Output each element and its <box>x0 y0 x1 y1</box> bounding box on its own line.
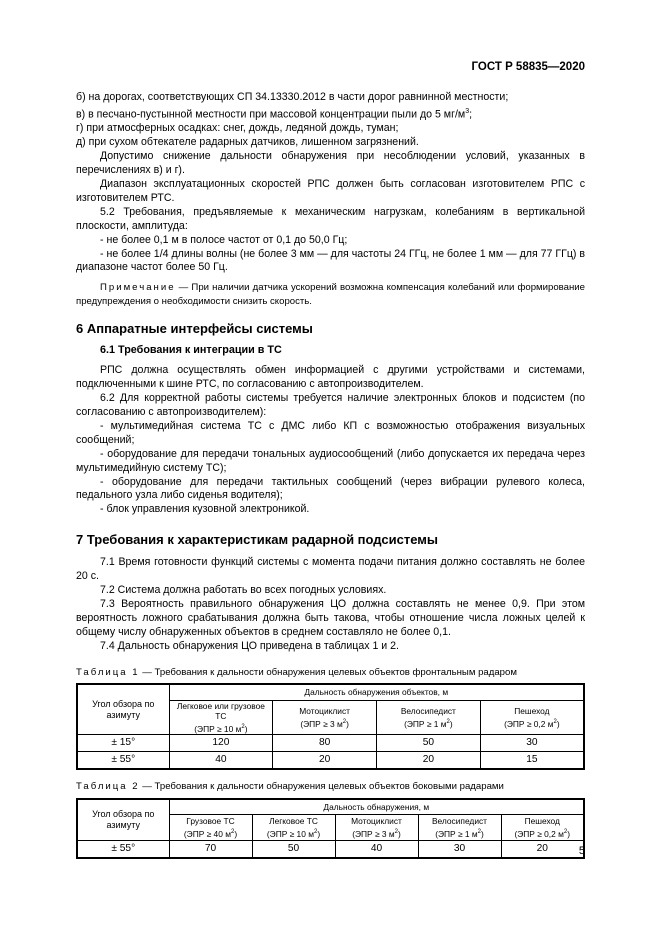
table2-col-header <box>169 815 252 841</box>
column-epr: (ЭПР ≥ 3 м <box>352 828 395 839</box>
paragraph-7-4: 7.4 Дальность обнаружения ЦО приведена в таблицах 1 и 2. <box>100 639 399 652</box>
note <box>76 281 585 308</box>
paragraph-speeds: Диапазон эксплуатационных скоростей РПС должен быть согласован изготовителем РПС с изготовителем РТС. <box>76 177 585 204</box>
column-epr-sup: 2 <box>230 828 235 835</box>
page-number: 5 <box>578 845 585 857</box>
paragraph-5-2: 5.2 Требования, предъявляемые к механическим нагрузкам, колебаниям в вертикальной плоскости, амплитуда: <box>76 205 585 232</box>
item-b: б) на дорогах, соответствующих СП 34.13330.2012 в части дорог равнинной местности; <box>76 91 509 103</box>
table1-col-header <box>377 700 481 734</box>
table-cell: 70 <box>169 841 252 858</box>
list-item: - оборудование для передачи тактильных сообщений (через вибрации рулевого колеса, педального узла либо сиденья водителя); <box>76 475 585 502</box>
column-name: Пешеход <box>514 706 550 717</box>
list-item: - не более 0,1 м в полосе частот от 0,1 до 50,0 Гц; <box>100 233 348 246</box>
column-epr-sup: 2 <box>446 718 450 725</box>
table1-col-header <box>480 700 584 734</box>
table-row <box>77 735 584 752</box>
section-6-title: 6 Аппаратные интерфейсы системы <box>76 320 313 336</box>
table-cell: 20 <box>377 752 481 769</box>
table-cell: 30 <box>480 735 584 752</box>
paragraph-allowed: Допустимо снижение дальности обнаружения при несоблюдении условий, указанных в перечислениях в) и г). <box>76 150 585 177</box>
table2 <box>76 798 585 859</box>
table-cell-angle: ± 15° <box>77 735 169 752</box>
table-cell: 20 <box>273 752 377 769</box>
paragraph-6-1: РПС должна осуществлять обмен информацией с другими устройствами и системами, подключенными к шине РТС, по согласованию с автопроизводителем. <box>76 364 585 391</box>
table2-col-header <box>335 815 418 841</box>
column-epr-close: ) <box>244 723 248 734</box>
table2-caption: Таблица 2 — Требования к дальности обнаружения целевых объектов боковыми радарами <box>76 780 504 792</box>
column-epr-close: ) <box>234 828 238 839</box>
section-7-title: 7 Требования к характеристикам радарной подсистемы <box>76 532 438 548</box>
list-item: - оборудование для передачи тональных аудиосообщений (либо допускается их передача через мультимедийную систему ТС); <box>76 447 585 474</box>
table-cell: 50 <box>252 841 335 858</box>
column-epr-close: ) <box>556 718 560 729</box>
table-row <box>77 752 584 769</box>
list-item: - не более 1/4 длины волны (не более 3 мм — для частоты 24 ГГц, не более 1 мм — для 77 ГГц) в диапазоне частот более 50 Гц. <box>76 247 585 274</box>
table-cell: 40 <box>335 841 418 858</box>
column-epr-close: ) <box>480 828 484 839</box>
column-epr: (ЭПР ≥ 10 м <box>194 723 242 734</box>
note-label: Примечание <box>100 282 176 294</box>
note-text: — При наличии датчика ускорений возможна компенсация колебаний или формирование предупреждения о необходимости снизить скорость. <box>76 282 585 307</box>
table-cell: 40 <box>169 752 273 769</box>
table1-col-header <box>169 700 273 734</box>
item-d: д) при сухом обтекателе радарных датчиков, лишенном загрязнений. <box>76 136 419 149</box>
paragraph-6-2: 6.2 Для корректной работы системы требуется наличие электронных блоков и подсистем (по согласованию с автопроизводителем): <box>76 392 585 419</box>
column-epr-sup: 2 <box>394 828 398 835</box>
list-item: - мультимедийная система ТС с ДМС либо КП с возможностью отображения визуальных сообщений; <box>76 419 585 446</box>
column-name: Мотоциклист <box>351 816 402 827</box>
table1-corner-header: Угол обзора по азимуту <box>77 684 169 734</box>
paragraph-7-1: 7.1 Время готовности функций системы с момента подачи питания должно составлять не более 20 с. <box>76 556 585 583</box>
table2-col-header <box>501 815 584 841</box>
column-epr: (ЭПР ≥ 10 м <box>266 828 314 839</box>
table-cell: 30 <box>418 841 501 858</box>
column-epr: (ЭПР ≥ 40 м <box>183 828 231 839</box>
table-cell-angle: ± 55° <box>77 752 169 769</box>
table1-group-header: Дальность обнаружения объектов, м <box>169 684 584 700</box>
table1 <box>76 683 585 769</box>
table-cell: 20 <box>501 841 584 858</box>
item-g: г) при атмосферных осадках: снег, дождь, ледяной дождь, туман; <box>76 122 399 135</box>
paragraph-7-3: 7.3 Вероятность правильного обнаружения ЦО должна составлять не менее 0,9. При этом вероятность ложного срабатывания должна быть такова, чтобы отношение числа ложных целей к общему числу обнаруженных объектов в среднем составляло не более 0,1. <box>76 597 585 638</box>
table2-col-header <box>418 815 501 841</box>
column-epr-sup: 2 <box>241 723 245 730</box>
column-epr-close: ) <box>449 718 453 729</box>
column-epr-close: ) <box>567 828 571 839</box>
table-cell: 120 <box>169 735 273 752</box>
table2-corner-header: Угол обзора по азимуту <box>77 799 169 841</box>
paragraph-7-2: 7.2 Система должна работать во всех погодных условиях. <box>100 584 387 596</box>
table2-group-header: Дальность обнаружения, м <box>169 799 584 815</box>
column-epr: (ЭПР ≥ 1 м <box>404 718 447 729</box>
column-epr-close: ) <box>397 828 401 839</box>
table-cell: 15 <box>480 752 584 769</box>
column-epr-sup: 2 <box>553 718 557 725</box>
column-name: Велосипедист <box>400 706 456 717</box>
column-epr-sup: 2 <box>313 828 318 835</box>
column-epr: (ЭПР ≥ 0,2 м <box>504 718 554 729</box>
table-cell: 80 <box>273 735 377 752</box>
column-name: Легковое ТС <box>269 816 318 827</box>
column-name: Легковое или грузовое ТС <box>176 700 265 722</box>
subsection-6-1-title: 6.1 Требования к интеграции в ТС <box>100 344 282 357</box>
item-v: в) в песчано-пустынной местности при массовой концентрации пыли до 5 $мг/м^3$; <box>76 107 473 121</box>
list-item: - блок управления кузовной электроникой. <box>100 503 310 516</box>
column-name: Велосипедист <box>431 816 488 827</box>
document-body <box>76 91 585 859</box>
column-name: Грузовое ТС <box>186 816 235 827</box>
column-epr-close: ) <box>346 718 349 729</box>
table-cell-angle: ± 55° <box>77 841 169 858</box>
table-row <box>77 841 584 858</box>
column-name: Мотоциклист <box>299 706 350 717</box>
table1-col-header <box>273 700 377 734</box>
standard-number: ГОСТ Р 58835—2020 <box>471 61 585 73</box>
column-epr-sup: 2 <box>342 718 347 725</box>
column-epr: (ЭПР ≥ 0,2 м <box>514 828 564 839</box>
table-cell: 50 <box>377 735 481 752</box>
column-epr: (ЭПР ≥ 3 м <box>300 718 343 729</box>
column-epr-sup: 2 <box>477 828 481 835</box>
column-epr-sup: 2 <box>563 828 568 835</box>
table2-col-header <box>252 815 335 841</box>
column-epr: (ЭПР ≥ 1 м <box>435 828 478 839</box>
column-epr-close: ) <box>317 828 321 839</box>
table1-caption: Таблица 1 — Требования к дальности обнаружения целевых объектов фронтальным радаром <box>76 666 517 678</box>
column-name: Пешеход <box>524 816 560 827</box>
